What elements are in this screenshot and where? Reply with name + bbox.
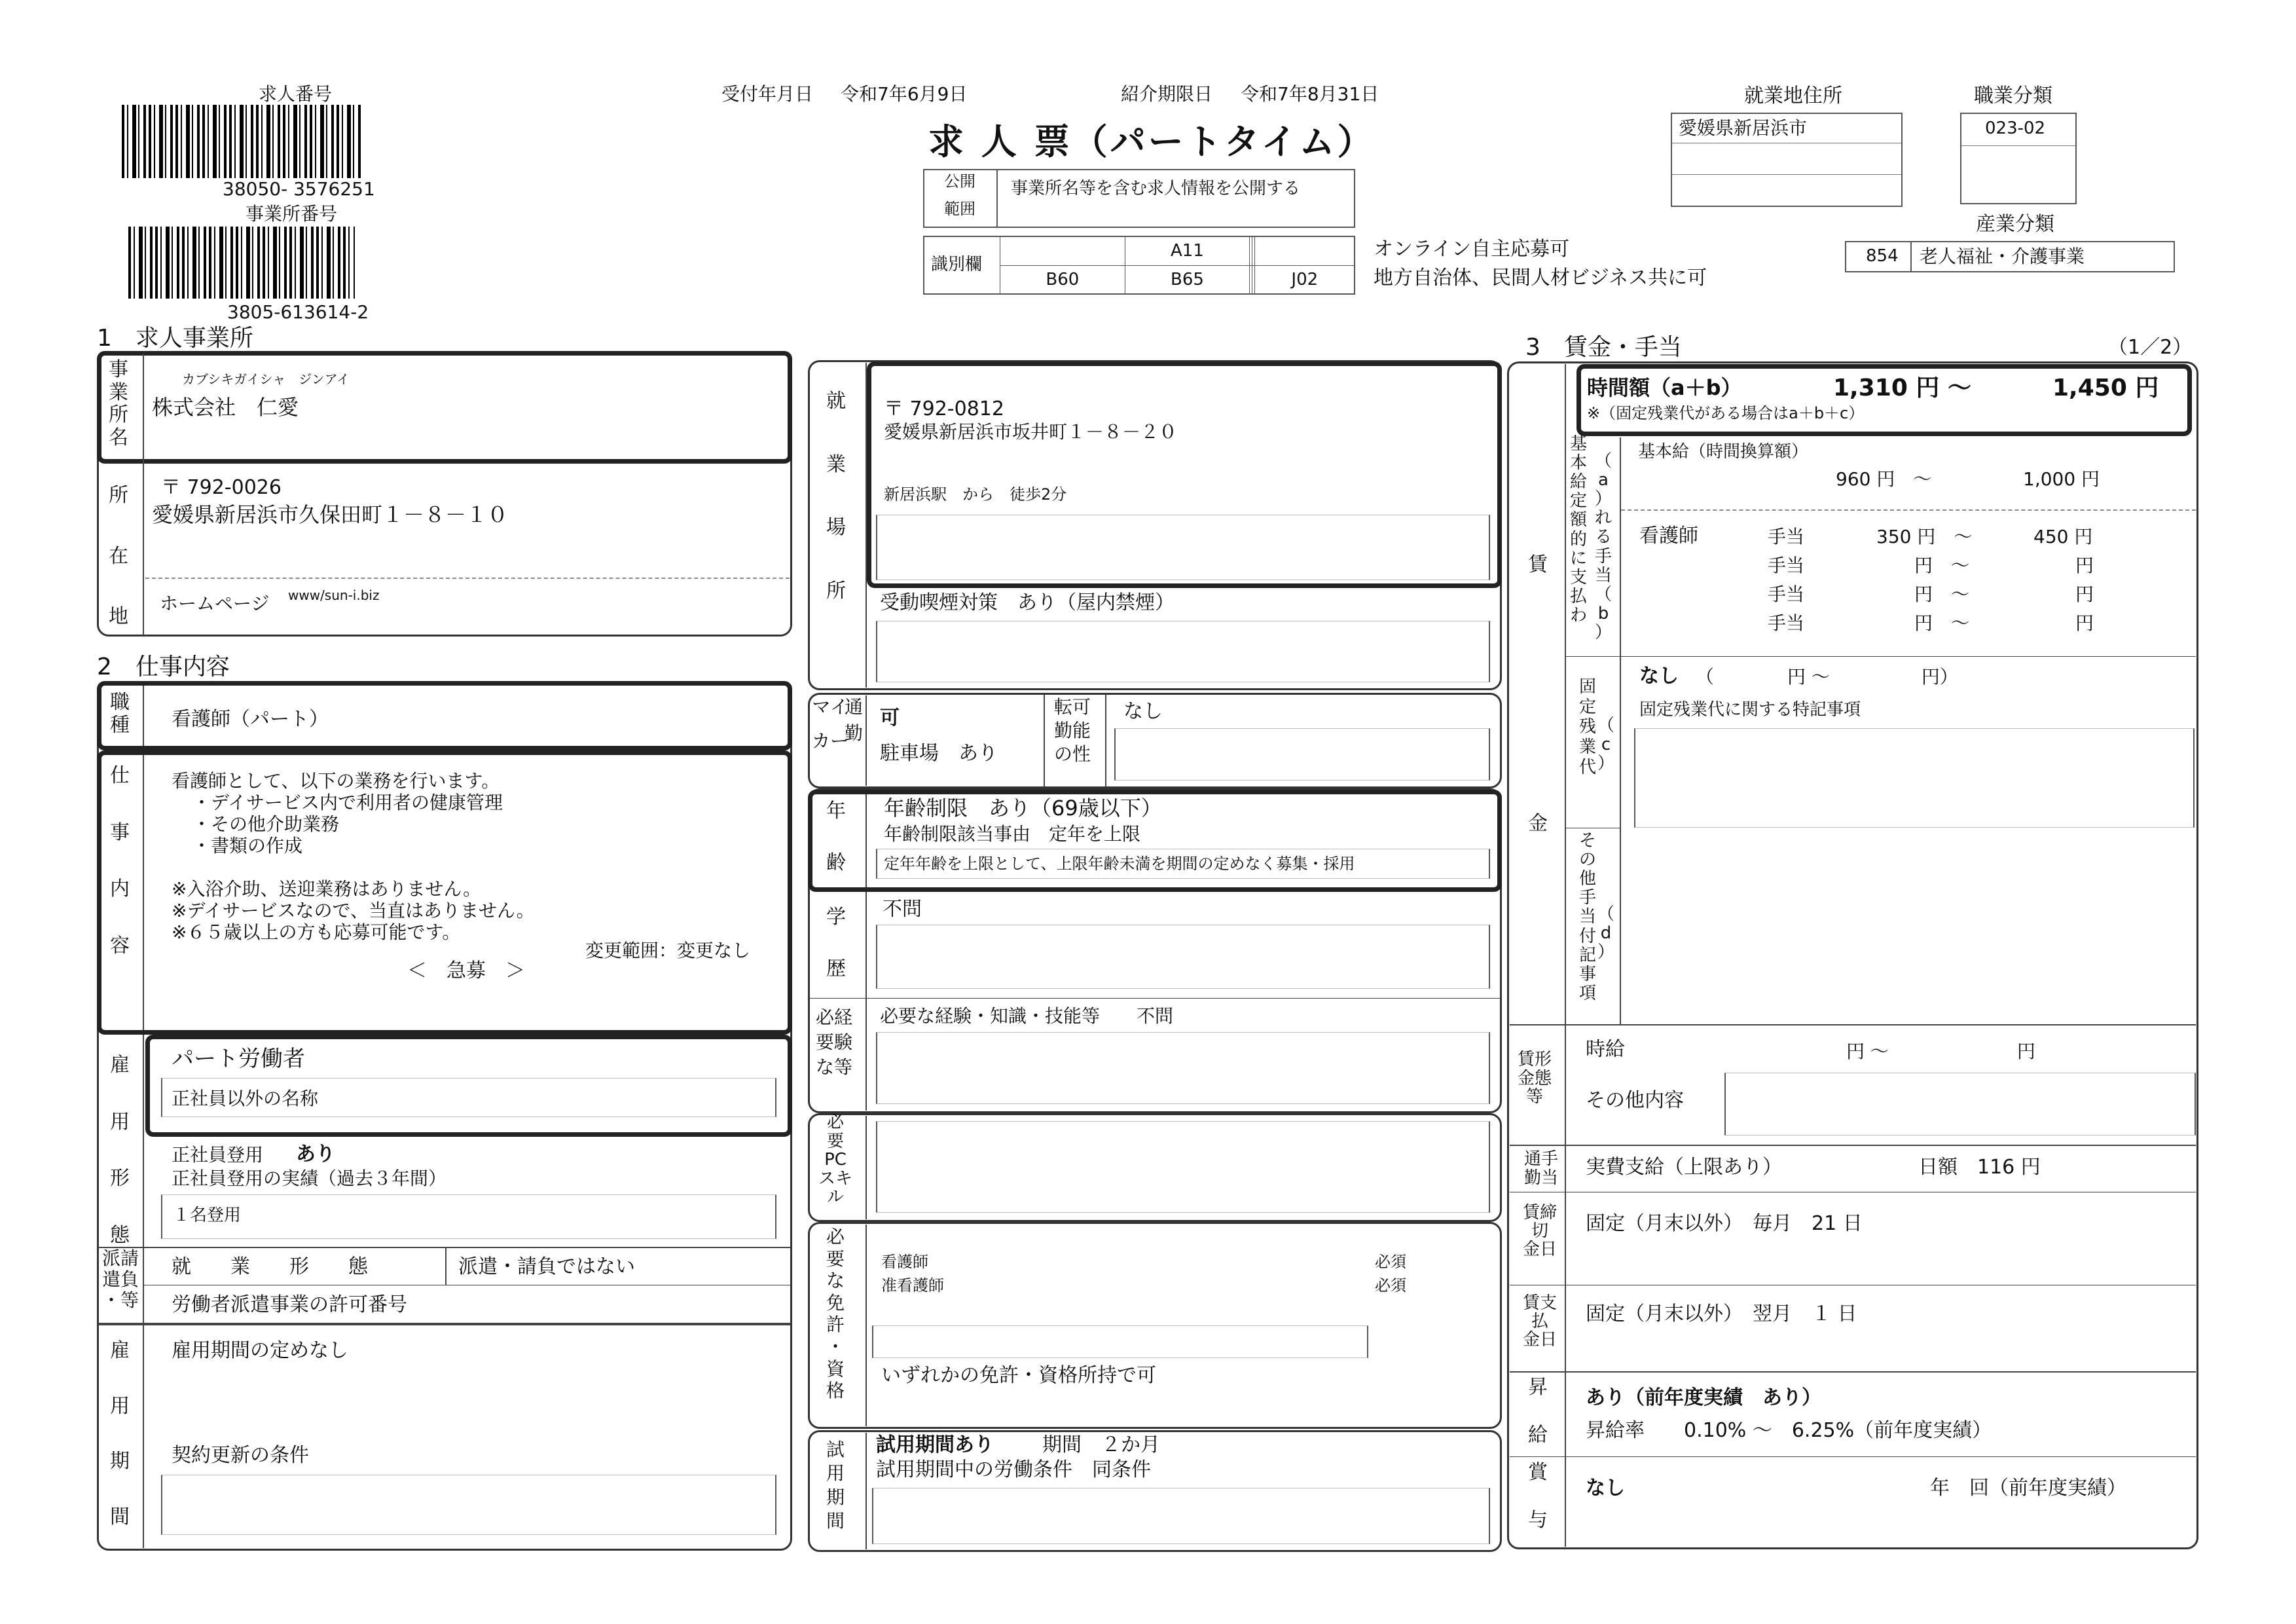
shoyo-value: なし — [1586, 1477, 1625, 1500]
office-barcode — [128, 227, 355, 299]
online-apply: オンライン自主応募可 — [1374, 238, 1570, 261]
gakureki-value: 不問 — [883, 898, 922, 921]
sonota-vertical-label: そ の 他 手 当 付 記 事 項 — [1579, 831, 1597, 1003]
shugyo-label: 就 業 場 所 — [826, 390, 846, 602]
kotei-value: なし — [1639, 665, 1679, 688]
teate-row-1-min: 350 円 〜 — [1876, 526, 1973, 547]
pc-label: 必 要 PC スキ ル — [818, 1113, 853, 1208]
received-date: 令和7年6月9日 — [841, 83, 968, 105]
jikangaku-max: 1,450 円 — [2052, 375, 2159, 401]
menkyo-2-required: 必須 — [1375, 1276, 1406, 1295]
office-postal: 〒 792-0026 — [161, 476, 282, 499]
age-limit: 年齢制限 あり（69歳以下） — [884, 796, 1162, 821]
homepage-url[interactable]: www/sun-i.biz — [288, 587, 380, 603]
menkyo-1-required: 必須 — [1375, 1253, 1406, 1271]
industry-name: 老人福祉・介護事業 — [1920, 246, 2085, 267]
mycar-value: 可 — [880, 707, 900, 729]
local-gov-note: 地方自治体、民間人材ビジネス共に可 — [1374, 267, 1707, 289]
jikangaku-label: 時間額（a＋b） — [1587, 375, 1742, 400]
kihonkyu-label: 基本給（時間換算額） — [1638, 442, 1809, 462]
teate-row-3-max: 円 — [2075, 583, 2094, 605]
keiken-value: 必要な経験・知識・技能等 不問 — [880, 1005, 1174, 1027]
kihonkyu-max: 1,000 円 — [2023, 468, 2100, 490]
shugyo-postal: 〒 792-0812 — [884, 397, 1004, 420]
shimekiri-value: 固定（月末以外） 毎月 21 日 — [1586, 1212, 1863, 1235]
seishain-toyo-label: 正社員登用 — [172, 1144, 264, 1166]
public-range-value: 事業所名等を含む求人情報を公開する — [1011, 179, 1301, 198]
shoyo-times: 年 回（前年度実績） — [1930, 1477, 2126, 1500]
jikangaku-min: 1,310 円 〜 — [1833, 375, 1971, 401]
smoking-policy: 受動喫煙対策 あり（屋内禁煙） — [880, 591, 1175, 614]
teate-row-2-max: 円 — [2075, 555, 2094, 576]
tenkin-value: なし — [1123, 700, 1163, 723]
teate-row-4-label: 手当 — [1768, 612, 1805, 634]
age-label: 年 齢 — [826, 800, 846, 874]
kyujin-number-label: 求人番号 — [259, 83, 333, 105]
public-range-box: 公開 範囲 事業所名等を含む求人情報を公開する — [923, 169, 1355, 228]
shiyo-label: 試 用 期 間 — [826, 1439, 845, 1532]
section-1-heading: 1 求人事業所 — [97, 325, 253, 352]
homepage-label: ホームページ — [160, 593, 270, 614]
tsukin-label: 通 勤 — [845, 696, 864, 745]
parking-value: 駐車場 あり — [880, 742, 998, 765]
tsukin-teate-label: 通手 勤当 — [1524, 1149, 1559, 1188]
shokushu-label: 職 種 — [110, 691, 130, 737]
keitai-range: 円 〜 円 — [1846, 1041, 2035, 1062]
kotei-range: （ 円 〜 円） — [1696, 666, 1958, 688]
menkyo-note: いずれかの免許・資格所持で可 — [881, 1364, 1156, 1387]
keitai-label: 賃形 金態 等 — [1518, 1050, 1552, 1107]
deadline-label: 紹介期限日 — [1121, 83, 1213, 105]
teate-row-4-min: 円 〜 — [1914, 612, 1970, 634]
shiyo-joken: 試用期間中の労働条件 同条件 — [876, 1458, 1151, 1481]
section-2-heading: 2 仕事内容 — [97, 654, 230, 680]
mycar-label: マイ カー — [812, 696, 849, 752]
haken-label: 派請 遣負 ・等 — [102, 1247, 139, 1312]
received-label: 受付年月日 — [721, 83, 814, 105]
keiken-label: 必経 要験 な等 — [816, 1006, 853, 1079]
shugyo-keitai-value: 派遣・請負ではない — [458, 1255, 635, 1278]
chingin-label: 賃 金 — [1528, 553, 1548, 835]
keitai-jikyu: 時給 — [1586, 1038, 1625, 1061]
job-class-label: 職業分類 — [1974, 84, 2052, 107]
company-furigana: カブシキガイシャ ジンアイ — [182, 371, 350, 387]
sonota-vertical-label-2: （ d ） — [1597, 904, 1615, 963]
kyoka-label: 労働者派遣事業の許可番号 — [172, 1293, 407, 1316]
naiyo-label: 仕 事 内 容 — [110, 764, 130, 957]
shokyu-value: あり（前年度実績 あり） — [1586, 1386, 1821, 1409]
teate-row-3-label: 手当 — [1768, 583, 1805, 605]
teate-row-3-min: 円 〜 — [1914, 583, 1970, 605]
section-3-heading: 3 賃金・手当 — [1525, 334, 1682, 361]
shugyo-access: 新居浜駅 から 徒歩2分 — [884, 485, 1067, 504]
shiyo-value: 試用期間あり — [876, 1433, 994, 1456]
office-number: 3805-613614-2 — [227, 301, 369, 323]
seishain-igai-label: 正社員以外の名称 — [172, 1088, 319, 1109]
shimekiri-label: 賃締 切 金日 — [1523, 1203, 1558, 1260]
teate-name: 看護師 — [1639, 525, 1698, 547]
tsukin-value: 実費支給（上限あり） — [1586, 1156, 1782, 1179]
shikibetsu-grid: A11 B60 B65 J02 — [1000, 236, 1355, 295]
job-class-box — [1960, 113, 2077, 204]
location-box — [1671, 113, 1903, 207]
naiyo-text: 看護師として、以下の業務を行います。 ・デイサービス内で利用者の健康管理 ・その他介助業務 ・書類の作成 ※入浴介助、送迎業務はありません。 ※デイサービスなので、当直はありません。 ※６５歳以上の方も応募可能です。 — [172, 770, 535, 943]
koshin-label: 契約更新の条件 — [172, 1444, 309, 1467]
kikan-label: 雇 用 期 間 — [110, 1339, 130, 1528]
jisseki-label: 正社員登用の実績（過去３年間） — [172, 1168, 447, 1189]
company-name: 株式会社 仁愛 — [152, 395, 299, 420]
office-number-label: 事業所番号 — [246, 203, 338, 225]
menkyo-label: 必 要 な 免 許 ・ 資 格 — [826, 1226, 845, 1402]
koyo-type: パート労働者 — [172, 1046, 305, 1072]
age-reason: 年齢制限該当事由 定年を上限 — [884, 823, 1141, 845]
gakureki-label: 学 歴 — [826, 906, 846, 980]
teate-row-1-max: 450 円 — [2033, 526, 2093, 547]
office-address: 愛媛県新居浜市久保田町１－８－１０ — [152, 502, 509, 527]
shiharai-label: 賃支 払 金日 — [1523, 1293, 1558, 1350]
shokushu-value: 看護師（パート） — [172, 708, 329, 731]
kotei-tokki-label: 固定残業代に関する特記事項 — [1639, 700, 1861, 720]
kyujin-barcode — [122, 105, 361, 178]
shokyu-label: 昇 給 — [1528, 1376, 1548, 1447]
kotei-vertical-label: 固 定 残 業 代 — [1579, 677, 1597, 777]
kyujin-number: 38050- 3576251 — [223, 178, 375, 200]
industry-code: 854 — [1866, 246, 1899, 266]
teate-row-2-label: 手当 — [1768, 555, 1805, 576]
menkyo-1: 看護師 — [881, 1253, 928, 1271]
industry-label: 産業分類 — [1976, 213, 2054, 236]
jikangaku-note: ※（固定残業代がある場合はa＋b＋c） — [1587, 404, 1865, 422]
seishain-toyo: あり — [296, 1143, 335, 1166]
location-value: 愛媛県新居浜市 — [1679, 117, 1808, 139]
address-label: 所 在 地 — [109, 484, 128, 628]
kikan-value: 雇用期間の定めなし — [172, 1339, 348, 1362]
kihonkyu-min: 960 円 〜 — [1836, 468, 1932, 490]
shugyo-keitai-label: 就 業 形 態 — [172, 1255, 368, 1278]
page-number: （1／2） — [2108, 336, 2193, 359]
jisseki-value: １名登用 — [173, 1206, 242, 1225]
job-class-value: 023-02 — [1985, 119, 2046, 138]
teate-row-1-label: 手当 — [1768, 526, 1805, 547]
kyubo: ＜ 急募 ＞ — [407, 959, 525, 982]
koyo-label: 雇 用 形 態 — [110, 1054, 130, 1247]
tsukin-amount: 日額 116 円 — [1918, 1156, 2041, 1179]
shiyo-kikan: 期間 ２か月 — [1042, 1433, 1160, 1456]
keitai-other-label: その他内容 — [1586, 1089, 1684, 1112]
teate-row-2-min: 円 〜 — [1914, 555, 1970, 576]
deadline-date: 令和7年8月31日 — [1241, 83, 1379, 105]
age-note: 定年年齢を上限として、上限年齢未満を期間の定めなく募集・採用 — [884, 855, 1355, 873]
teate-row-4-max: 円 — [2075, 612, 2094, 634]
henko-range: 変更範囲：変更なし — [585, 940, 751, 961]
page-title: 求 人 票（パートタイム） — [928, 121, 1376, 162]
shiharai-value: 固定（月末以外） 翌月 １ 日 — [1586, 1302, 1857, 1325]
kotei-vertical-label-2: （ c ） — [1597, 716, 1615, 774]
industry-box — [1845, 241, 2175, 272]
tenkin-label: 転可 勤能 の性 — [1054, 696, 1091, 766]
shoyo-label: 賞 与 — [1528, 1461, 1548, 1532]
shokyu-rate: 昇給率 0.10% 〜 6.25%（前年度実績） — [1586, 1419, 1992, 1442]
shikibetsu-box: 識別欄 A11 B60 B65 J02 — [923, 236, 1355, 295]
menkyo-2: 准看護師 — [881, 1276, 944, 1295]
kihonkyu-vertical-label: 基 本 給 定 額 的 に 支 払 わ — [1570, 434, 1588, 625]
kihonkyu-vertical-label-2: （ a ） れ る 手 当 （ b ） — [1595, 451, 1613, 642]
shugyo-address: 愛媛県新居浜市坂井町１－８－２０ — [884, 421, 1178, 443]
location-label: 就業地住所 — [1744, 84, 1842, 107]
company-name-label: 事 業 所 名 — [109, 358, 128, 449]
